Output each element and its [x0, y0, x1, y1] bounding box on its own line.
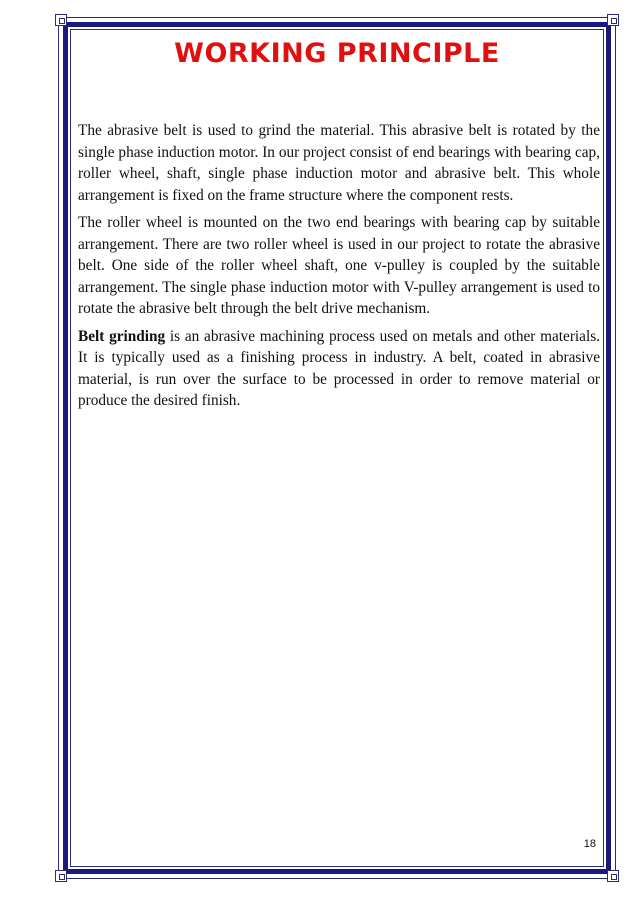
paragraph-1: The abrasive belt is used to grind the material. This abrasive belt is rotated by the single phase induction motor. In our project consist of end bearings with bearing cap, roller wheel, shaft, single phase induction motor and abrasive belt. This whole arrangement is fixed on the frame structure where the component rests.	[78, 122, 600, 204]
corner-ornament-bottom-left	[55, 870, 67, 882]
term-belt-grinding: Belt grinding	[78, 327, 166, 345]
paragraph-2: The roller wheel is mounted on the two end bearings with bearing cap by suitable arrangement. There are two roller wheel is used in our project to rotate the abrasive belt. One side of the roller wheel shaft, one v-pulley is coupled by the suitable arrangement. The single phase induction motor with V-pulley arrangement is used to rotate the abrasive belt through the belt drive mechanism.	[78, 214, 600, 317]
body-content	[78, 120, 600, 418]
paragraph-3-text: is an abrasive machining process used on metals and other materials. It is typically used as a finishing process in industry. A belt, coated in abrasive material, is run over the surface to be processed in order to remove material or produce the desired finish.	[78, 327, 600, 409]
corner-ornament-top-left	[55, 14, 67, 26]
corner-ornament-bottom-right	[607, 870, 619, 882]
corner-ornament-top-right	[607, 14, 619, 26]
paragraph-3	[78, 326, 600, 412]
page-number: 18	[583, 838, 596, 850]
page-title: WORKING PRINCIPLE	[174, 38, 500, 69]
